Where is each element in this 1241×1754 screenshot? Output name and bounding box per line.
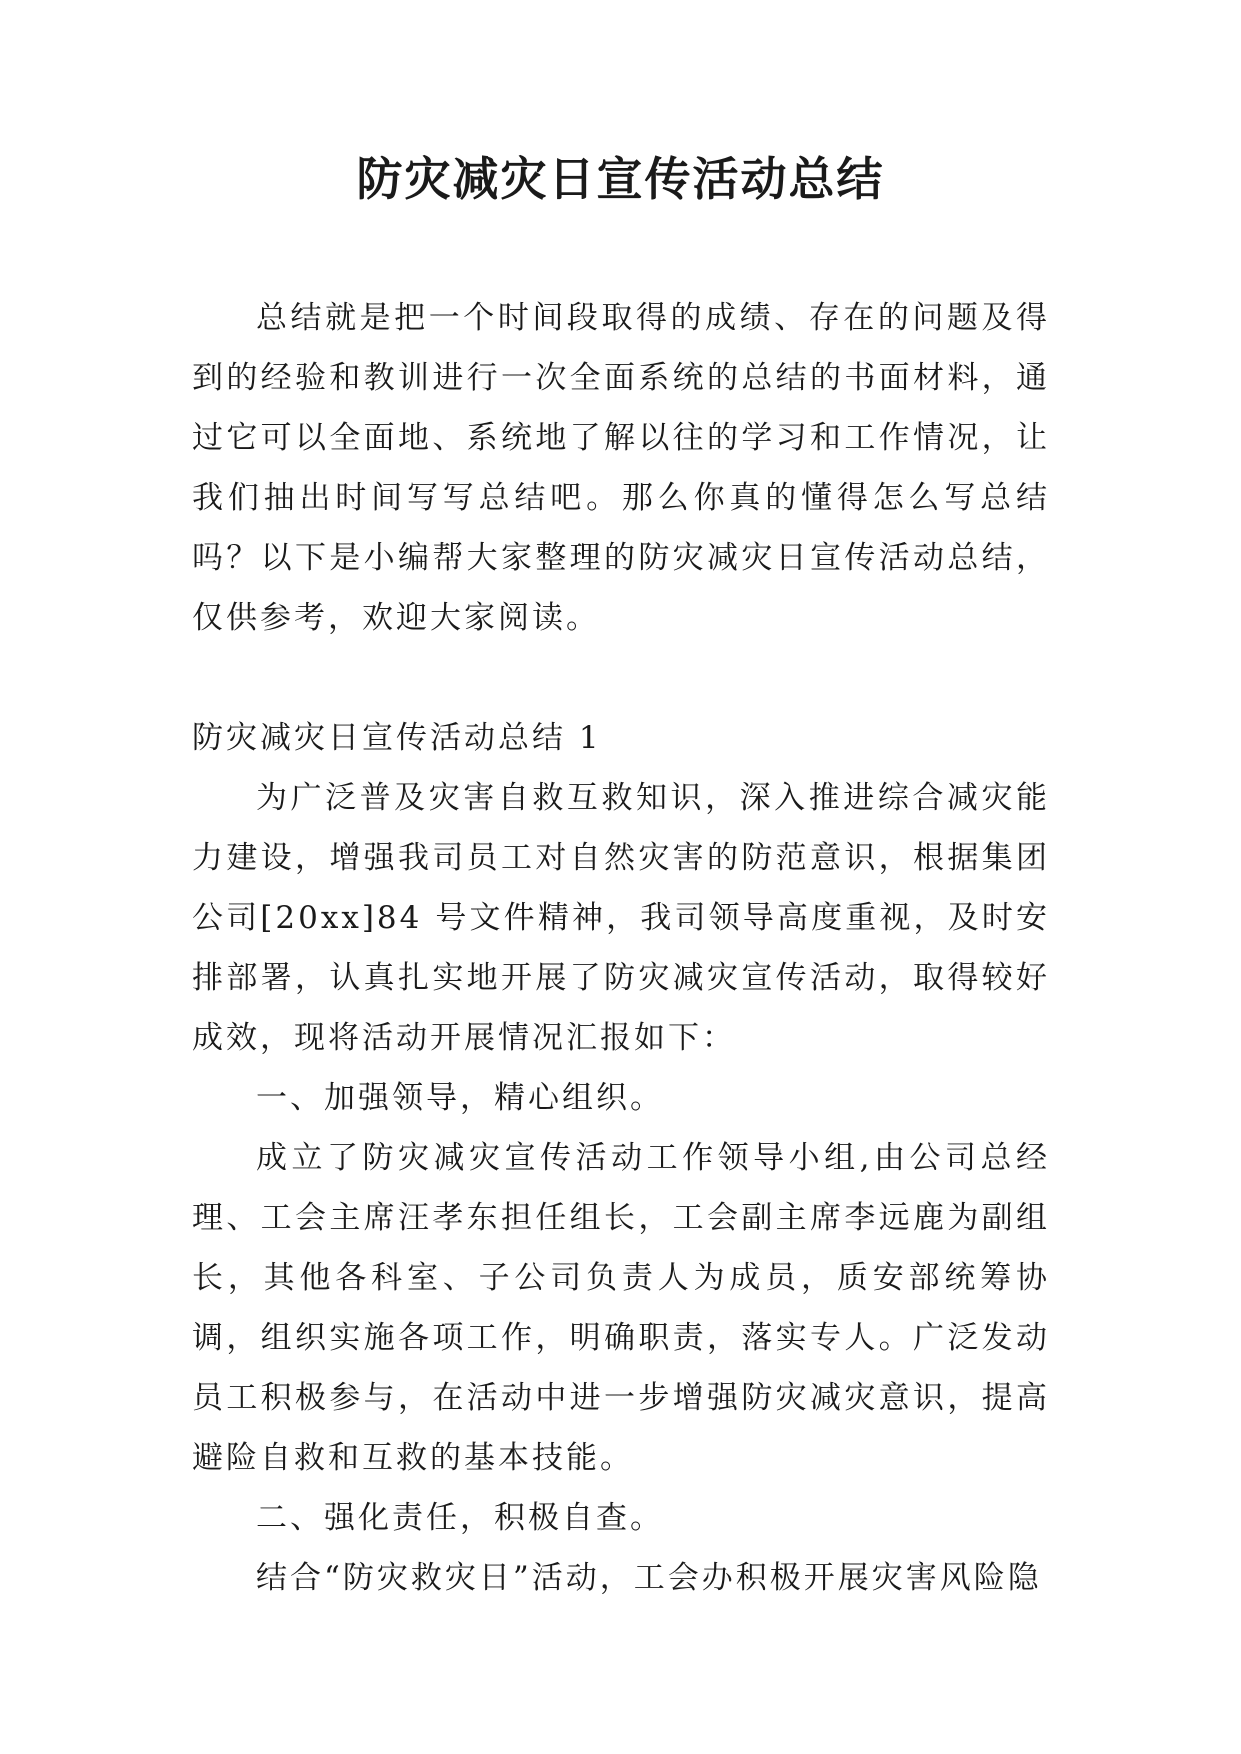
heading-2-responsibility: 二、强化责任，积极自查。 (256, 1500, 664, 1536)
heading-1-leadership: 一、加强领导，精心组织。 (256, 1080, 664, 1116)
document-body (192, 288, 1050, 1608)
body-paragraph-1: 为广泛普及灾害自救互救知识，深入推进综合减灾能力建设，增强我司员工对自然灾害的防范意识，根据集团公司[20xx]84 号文件精神，我司领导高度重视，及时安排部署，认真扎实地开展了防灾减灾宣传活动，取得较好成效，现将活动开展情况汇报如下： (192, 780, 1050, 1056)
paragraph-gap (192, 648, 1050, 708)
intro-paragraph: 总结就是把一个时间段取得的成绩、存在的问题及得到的经验和教训进行一次全面系统的总结的书面材料，通过它可以全面地、系统地了解以往的学习和工作情况，让我们抽出时间写写总结吧。那么你真的懂得怎么写总结吗？以下是小编帮大家整理的防灾减灾日宣传活动总结，仅供参考，欢迎大家阅读。 (192, 300, 1050, 636)
section-title: 防灾减灾日宣传活动总结 1 (192, 720, 602, 756)
document-title: 防灾减灾日宣传活动总结 (356, 152, 885, 206)
body-paragraph-3: 结合“防灾救灾日”活动，工会办积极开展灾害风险隐 (256, 1560, 1042, 1596)
body-paragraph-2: 成立了防灾减灾宣传活动工作领导小组,由公司总经理、工会主席汪孝东担任组长，工会副主席李远鹿为副组长，其他各科室、子公司负责人为成员，质安部统筹协调，组织实施各项工作，明确职责，落实专人。广泛发动员工积极参与，在活动中进一步增强防灾减灾意识，提高避险自救和互救的基本技能。 (192, 1140, 1050, 1476)
